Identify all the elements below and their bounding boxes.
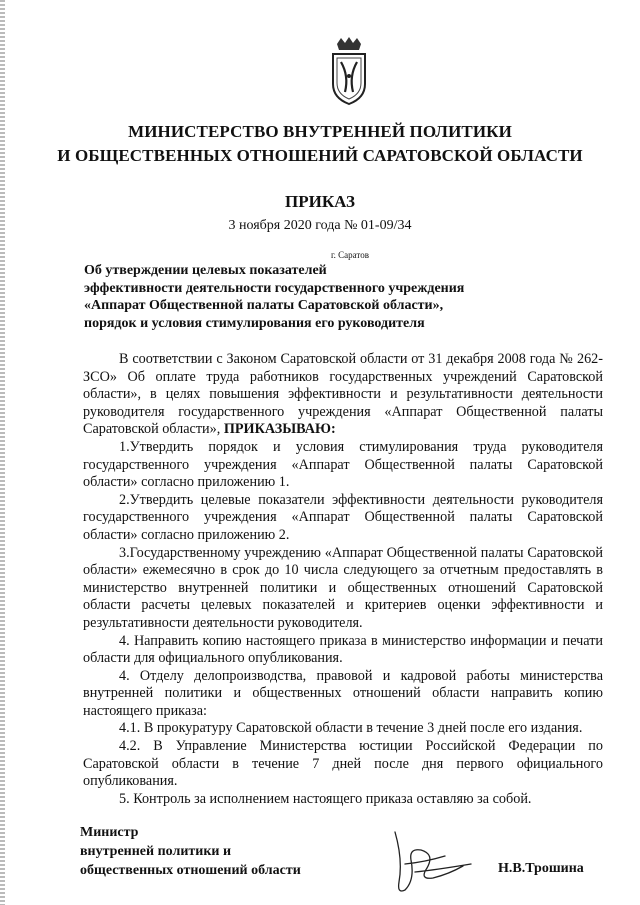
signatory-title: Министр xyxy=(80,825,139,840)
subject-line: эффективности деятельности государственного учреждения xyxy=(84,280,465,296)
signatory-title: общественных отношений области xyxy=(80,863,301,878)
handwritten-signature xyxy=(375,820,485,900)
ministry-name-line1: МИНИСТЕРСТВО ВНУТРЕННЕЙ ПОЛИТИКИ xyxy=(128,122,512,141)
preamble-text: В соответствии с Законом Саратовской области от 31 декабря 2008 года № 262-ЗСО» Об оплате труда работников государственных учреждений Саратовской области», в целях повышения эффективности и результативности деятельности руководителя государственного учреждения «Аппарат Общественной палаты Саратовской области», xyxy=(83,351,603,438)
signatory-title: внутренней политики и xyxy=(80,844,232,859)
item-4-2: 4.2. В Управление Министерства юстиции Российской Федерации по Саратовской области в течение 7 дней после дня первого официального опубликования. xyxy=(83,738,603,790)
subject-line: Об утверждении целевых показателей xyxy=(84,263,327,278)
item-3: 3.Государственному учреждению «Аппарат Общественной палаты Саратовской области» ежемесячно в срок до 10 числа следующего за отчетным предоставлять в министерство внутренней политики и общественных отношений Саратовской области расчеты целевых показателей и критериев оценки эффективности и результативности деятельности руководителя. xyxy=(83,544,603,631)
city: г. Саратов xyxy=(331,250,369,260)
item-4: 4. Направить копию настоящего приказа в министерство информации и печати области для официального опубликования. xyxy=(83,632,603,667)
item-2: 2.Утвердить целевые показатели эффективности деятельности руководителя государственного учреждения «Аппарат Общественной палаты Саратовской области» согласно приложению 2. xyxy=(83,491,603,543)
item-5: 5. Контроль за исполнением настоящего приказа оставляю за собой. xyxy=(119,790,532,807)
signatory-block xyxy=(80,823,301,880)
item-4-dept: 4. Отделу делопроизводства, правовой и кадровой работы министерства внутренней политики и общественных отношений области направить копию настоящего приказа: xyxy=(83,667,603,719)
doc-type: ПРИКАЗ xyxy=(285,192,355,211)
subject xyxy=(84,262,544,332)
preamble xyxy=(83,351,603,439)
item-4-1: 4.1. В прокуратуру Саратовской области в течение 3 дней после его издания. xyxy=(119,720,583,737)
order-word: ПРИКАЗЫВАЮ: xyxy=(223,421,336,438)
signatory-name: Н.В.Трошина xyxy=(498,861,584,876)
item-1: 1.Утвердить порядок и условия стимулирования труда руководителя государственного учреждения «Аппарат Общественной палаты Саратовской области» согласно приложению 1. xyxy=(83,438,603,491)
subject-line: «Аппарат Общественной палаты Саратовской области», xyxy=(84,298,444,313)
coat-of-arms-icon xyxy=(327,36,371,106)
subject-line: порядок и условия стимулирования его руководителя xyxy=(84,315,425,331)
order-body xyxy=(83,351,603,808)
date-number: 3 ноября 2020 года № 01-09/34 xyxy=(228,218,412,233)
ministry-name-line2: И ОБЩЕСТВЕННЫХ ОТНОШЕНИЙ САРАТОВСКОЙ ОБЛАСТИ xyxy=(57,146,583,165)
